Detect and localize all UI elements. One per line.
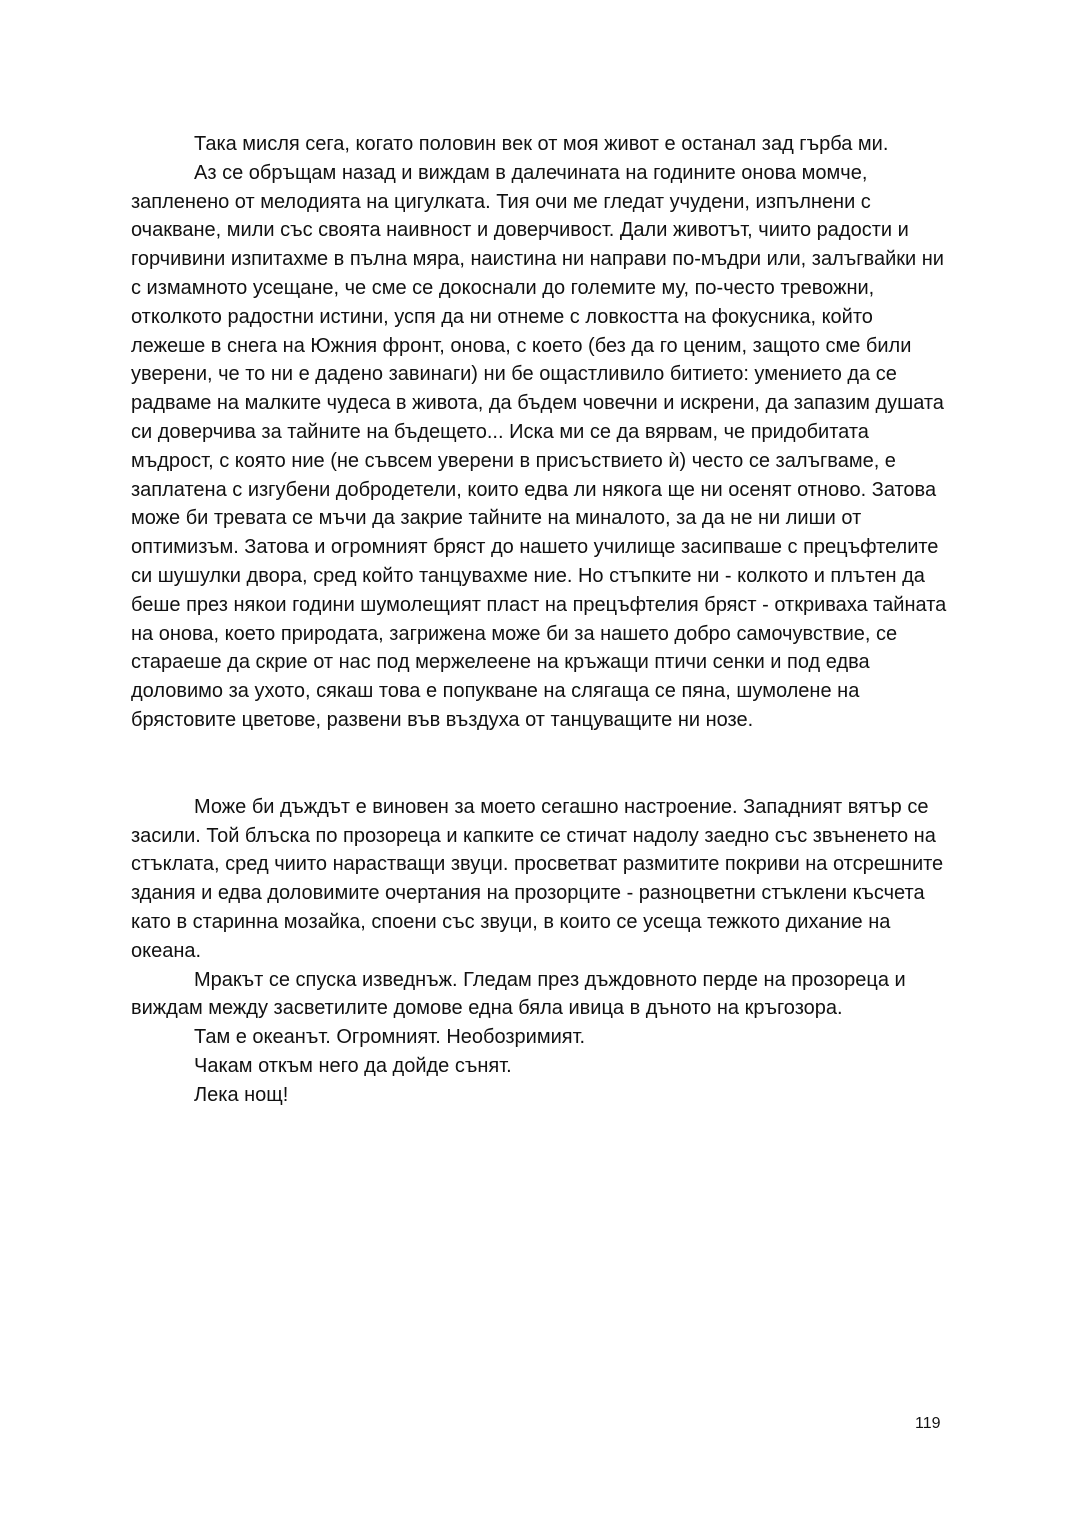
section-gap <box>131 735 951 793</box>
paragraph: Така мисля сега, когато половин век от моя живот е останал зад гърба ми. <box>194 133 889 155</box>
paragraph: Там е океанът. Огромният. Необозримият. <box>194 1026 586 1049</box>
page-number: 119 <box>915 1415 941 1432</box>
document-body <box>131 130 951 1110</box>
paragraph: Чакам откъм него да дойде сънят. <box>194 1054 512 1077</box>
paragraph: Лека нощ! <box>194 1083 289 1106</box>
paragraph: Аз се обръщам назад и виждам в далечината на годините онова момче, запленено от мелодията на цигулката. Тия очи ме гледат учудени, изпълнени с очакване, мили със своята наивност и доверчивост. Дали животът, чиито радости и горчивини изпитахме в пълна мяра, наистина ни направи по-мъдри или, залъгвайки ни с измамното усещане, че сме се докоснали до големите му, по-често тревожни, отколкото радостни истини, успя да ни отнеме с ловкостта на фокусника, който лежеше в снега на Южния фронт, онова, с което (без да го ценим, защото сме били уверени, че то ни е дадено завинаги) ни бе ощастливило битието: умението да се радваме на малките чудеса в живота, да бъдем човечни и искрени, да запазим душата си доверчива за тайните на бъдещето... Иска ми се да вярвам, че придобитата мъдрост, с която ние (не съвсем уверени в присъствието ѝ) често се залъгваме, е заплатена с изгубени добродетели, които едва ли някога ще ни осенят отново. Затова може би тревата се мъчи да закрие тайните на миналото, за да не ни лиши от оптимизъм. Затова и огромният бряст до нашето училище засипваше с прецъфтелите си шушулки двора, сред който танцувахме ние. Но стъпките ни - колкото и плътен да беше през някои години шумолещият пласт на прецъфтелия бряст - откриваха тайната на онова, което природата, загрижена може би за нашето добро самочувствие, се стараеше да скрие от нас под мержелеене на кръжащи птичи сенки и под едва доловимо за ухото, сякаш това е попукване на слягаща се пяна, шумолене на брястовите цветове, развени във въздуха от танцуващите ни нозе. <box>131 161 947 731</box>
paragraph: Мракът се спуска изведнъж. Гледам през дъждовното перде на прозореца и виждам между засветилите домове една бяла ивица в дъното на кръгозора. <box>131 968 906 1020</box>
paragraph: Може би дъждът е виновен за моето сегашно настроение. Западният вятър се засили. Той блъска по прозореца и капките се стичат надолу заедно със звъненето на стъклата, сред чиито нарастващи звуци. просветват размитите покриви на отсрешните здания и едва доловимите очертания на прозорците - разноцветни стъклени късчета като в старинна мозайка, споени със звуци, в които се усеща тежкото дихание на океана. <box>131 795 944 962</box>
